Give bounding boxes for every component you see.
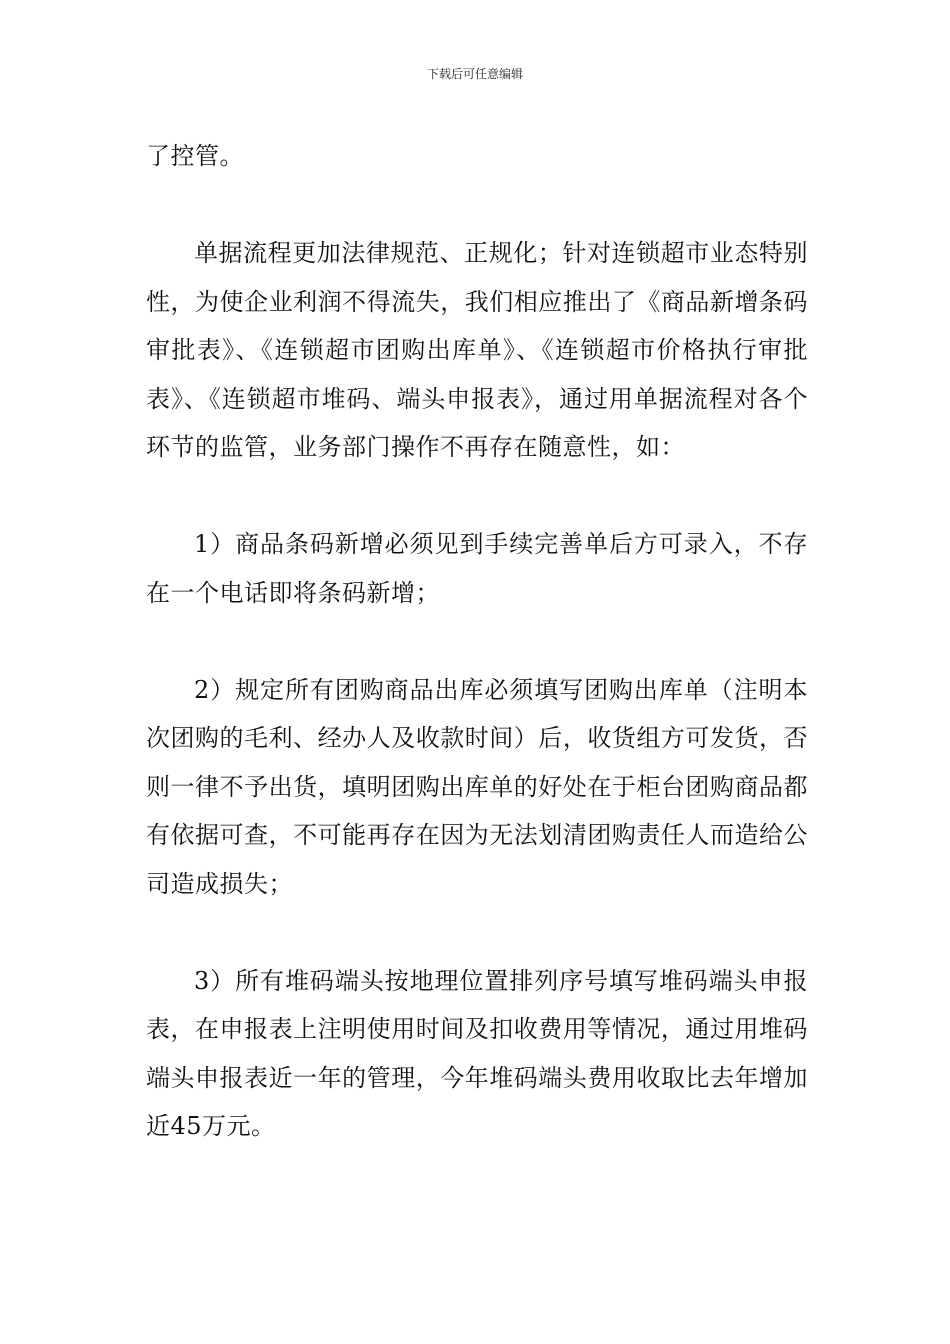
- paragraph-gap: [146, 472, 808, 521]
- list-item-3: 3）所有堆码端头按地理位置排列序号填写堆码端头申报表，在申报表上注明使用时间及扣收费用等情况，通过用堆码端头申报表近一年的管理，今年堆码端头费用收取比去年增加近45万元。: [146, 966, 808, 1140]
- paragraph-continuation: 了控管。: [146, 142, 244, 170]
- list-item-1: 1）商品条码新增必须见到手续完善单后方可录入，不存在一个电话即将条码新增；: [146, 530, 808, 607]
- paragraph-gap: [146, 181, 808, 230]
- page-header: 下载后可任意编辑: [426, 67, 523, 81]
- paragraph-gap: [146, 617, 808, 666]
- list-item-2: 2）规定所有团购商品出库必须填写团购出库单（注明本次团购的毛利、经办人及收款时间）后，收货组方可发货，否则一律不予出货，填明团购出库单的好处在于柜台团购商品都有依据可查，不可能再存在因为无法划清团购责任人而造给公司造成损失；: [146, 675, 808, 898]
- document-body: [146, 132, 808, 1151]
- paragraph-gap: [146, 908, 808, 957]
- paragraph-document-process: 单据流程更加法律规范、正规化；针对连锁超市业态特别性，为使企业利润不得流失，我们相应推出了《商品新增条码审批表》、《连锁超市团购出库单》、《连锁超市价格执行审批表》、《连锁超市堆码、端头申报表》，通过用单据流程对各个环节的监管，业务部门操作不再存在随意性，如：: [146, 239, 808, 461]
